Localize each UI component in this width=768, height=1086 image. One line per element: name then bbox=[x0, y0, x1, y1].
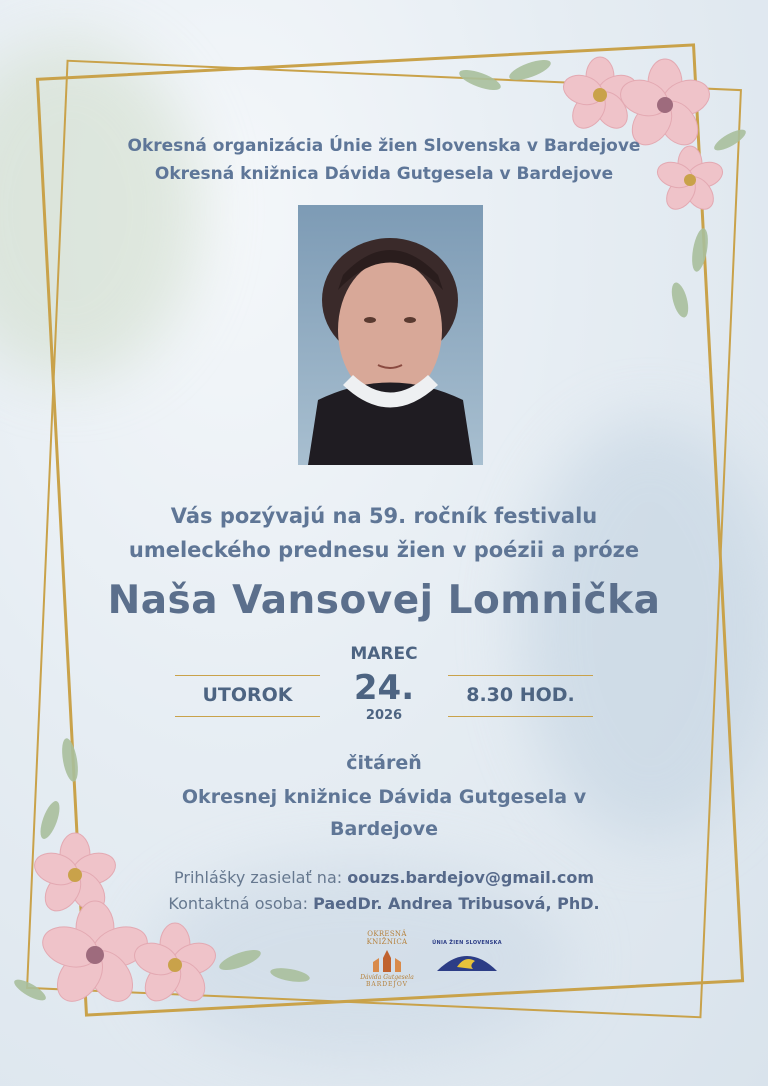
event-year: 2026 bbox=[365, 708, 403, 723]
divider-line bbox=[175, 716, 320, 717]
event-weekday: UTOROK bbox=[202, 684, 293, 706]
organizer-line-2: Okresná knižnica Dávida Gutgesela v Bardejove bbox=[154, 164, 614, 184]
venue-line-1: čitáreň bbox=[346, 752, 422, 774]
contact-person-name: PaedDr. Andrea Tribusová, PhD. bbox=[313, 894, 600, 913]
event-time: 8.30 HOD. bbox=[466, 684, 575, 706]
application-line bbox=[0, 868, 768, 887]
library-logo-arc: OKRESNÁ KNIŽNICA bbox=[366, 930, 408, 946]
event-title: Naša Vansovej Lomnička bbox=[107, 578, 661, 623]
library-logo-city: BARDEJOV bbox=[365, 981, 408, 988]
venue-line-3: Bardejove bbox=[330, 818, 438, 840]
church-icon bbox=[367, 948, 407, 974]
invite-line-1: Vás pozývajú na 59. ročník festivalu bbox=[170, 504, 598, 528]
application-label: Prihlášky zasielať na: bbox=[174, 868, 343, 887]
union-emblem-icon bbox=[435, 947, 499, 973]
event-month: MAREC bbox=[350, 644, 418, 664]
union-logo-arc: ÚNIA ŽIEN SLOVENSKA bbox=[432, 940, 502, 946]
contact-person-line bbox=[0, 894, 768, 913]
portrait-photo bbox=[298, 205, 483, 465]
contact-email[interactable]: oouzs.bardejov@gmail.com bbox=[347, 868, 594, 887]
divider-line bbox=[175, 675, 320, 676]
venue-line-2: Okresnej knižnice Dávida Gutgesela v bbox=[181, 786, 587, 808]
library-logo bbox=[354, 930, 420, 994]
divider-line bbox=[448, 716, 593, 717]
union-logo bbox=[432, 940, 502, 980]
invite-line-2: umeleckého prednesu žien v poézii a próze bbox=[128, 538, 640, 562]
event-day: 24. bbox=[353, 668, 415, 708]
organizer-line-1: Okresná organizácia Únie žien Slovenska v Bardejove bbox=[127, 136, 641, 156]
contact-person-label: Kontaktná osoba: bbox=[168, 894, 308, 913]
library-logo-sub: Dávida Gutgesela bbox=[360, 974, 414, 981]
divider-line bbox=[448, 675, 593, 676]
